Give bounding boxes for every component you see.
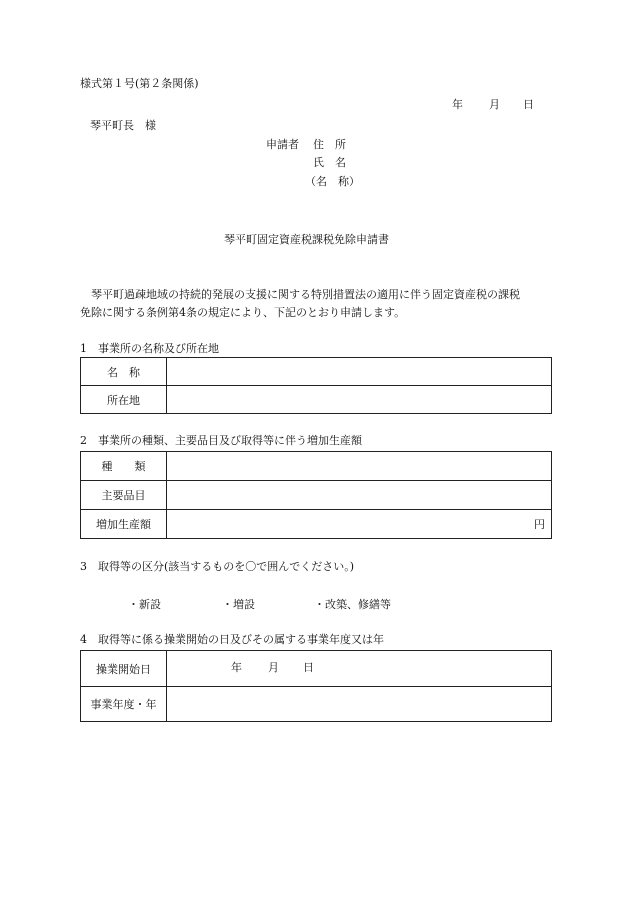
table-row (81, 481, 552, 510)
applicant-label: 申請者 (266, 138, 299, 151)
option-new-construction[interactable]: ・新設 (128, 598, 161, 611)
applicant-entity-name-label: （名 称） (305, 175, 360, 188)
addressee: 琴平町長 様 (90, 119, 156, 132)
body-text-line-1: 琴平町過疎地域の持続的発展の支援に関する特別措置法の適用に伴う固定資産税の課税 (80, 288, 520, 301)
section4-heading: 4 取得等に係る操業開始の日及びその属する事業年度又は年 (80, 633, 384, 646)
date-month-label: 月 (489, 98, 500, 111)
section1-heading: 1 事業所の名称及び所在地 (80, 342, 219, 355)
main-products-field[interactable] (167, 481, 552, 510)
start-year-label: 年 (231, 661, 242, 674)
table-row (81, 687, 552, 722)
location-field[interactable] (167, 386, 552, 414)
form-number: 様式第１号(第２条関係) (80, 77, 199, 90)
operation-start-label: 操業開始日 (81, 651, 167, 687)
table-row (81, 510, 552, 539)
main-products-label: 主要品目 (81, 481, 167, 510)
applicant-name-label: 氏 名 (313, 156, 346, 169)
applicant-address-label: 住 所 (313, 138, 346, 151)
type-label: 種 類 (81, 452, 167, 481)
section2-table (80, 451, 552, 539)
document-title: 琴平町固定資産税課税免除申請書 (224, 233, 389, 246)
section3-heading: 3 取得等の区分(該当するものを〇で囲んでください。) (80, 560, 355, 573)
body-text-line-2: 免除に関する条例第4条の規定により、下記のとおり申請します。 (80, 306, 406, 319)
option-expansion[interactable]: ・増設 (222, 598, 255, 611)
operation-start-field[interactable] (167, 651, 552, 687)
name-field[interactable] (167, 358, 552, 386)
type-field[interactable] (167, 452, 552, 481)
production-increase-field[interactable]: 円 (167, 510, 552, 539)
section2-heading: 2 事業所の種類、主要品目及び取得等に伴う増加生産額 (80, 434, 362, 447)
option-renovation[interactable]: ・改築、修繕等 (314, 598, 391, 611)
production-increase-label: 増加生産額 (81, 510, 167, 539)
table-row (81, 358, 552, 386)
date-year-label: 年 (452, 98, 463, 111)
section4-table (80, 650, 552, 722)
fiscal-year-field[interactable] (167, 687, 552, 722)
start-month-label: 月 (268, 661, 279, 674)
fiscal-year-label: 事業年度・年 (81, 687, 167, 722)
start-day-label: 日 (303, 661, 314, 674)
table-row (81, 386, 552, 414)
table-row (81, 651, 552, 687)
date-day-label: 日 (523, 98, 534, 111)
section1-table (80, 357, 552, 414)
table-row (81, 452, 552, 481)
name-label: 名 称 (81, 358, 167, 386)
location-label: 所在地 (81, 386, 167, 414)
